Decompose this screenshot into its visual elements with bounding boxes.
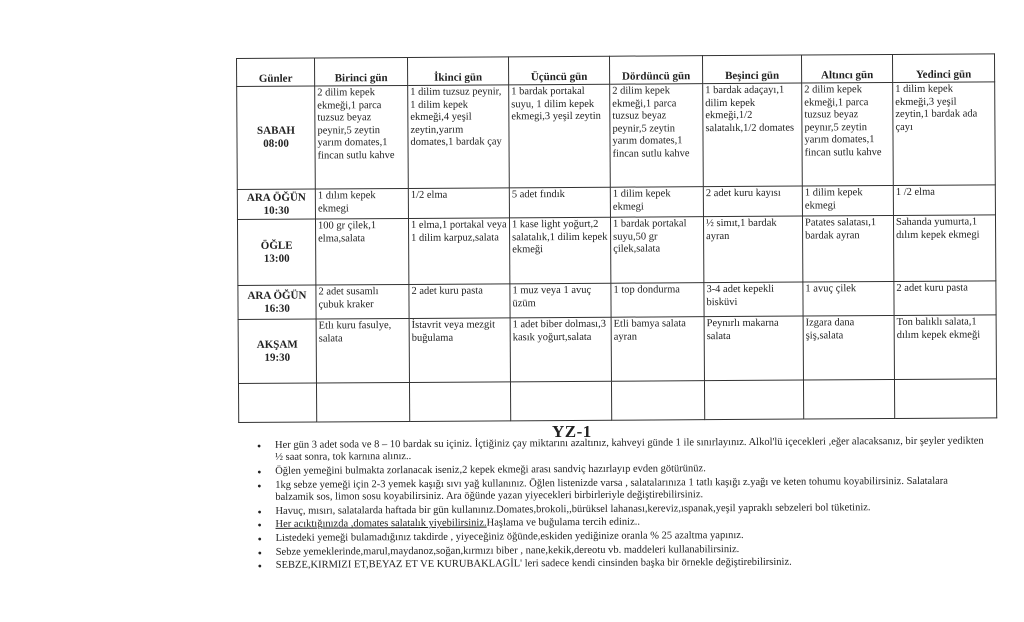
empty-row <box>238 379 996 423</box>
empty-cell <box>409 382 510 422</box>
meal-cell: 1 kase light yoğurt,2 salatalık,1 dilim kepek ekmeği <box>509 217 610 284</box>
meal-row-breakfast <box>237 82 996 190</box>
meal-label: ARA ÖĞÜN 10:30 <box>237 189 315 219</box>
note-item: • Öğlen yemeğini bulmakta zorlanacak iseniz,2 kepek ekmeği arası sandviç hazırlayıp evden götürünüz. <box>255 461 985 478</box>
meal-cell: 1 dilim kepek ekmegi <box>610 187 703 218</box>
meal-cell: Etlı kuru fasulye, salata <box>316 318 409 383</box>
meal-cell: 1 avuç çilek <box>803 281 894 316</box>
day-header: Beşinci gün <box>702 55 801 84</box>
day-header: Yedinci gün <box>892 54 994 83</box>
meal-cell: Ton balıklı salata,1 dılım kepek ekmeği <box>894 315 996 380</box>
meal-cell: ½ simıt,1 bardak ayran <box>703 216 802 283</box>
meal-cell: 100 gr çilek,1 elma,salata <box>315 218 408 285</box>
meal-cell: Patates salatası,1 bardak ayran <box>802 215 893 282</box>
meal-cell: 1 dılım kepek ekmegi <box>315 188 408 219</box>
meal-row-dinner <box>238 315 996 384</box>
empty-cell <box>238 383 316 422</box>
meal-cell: 1 dilim kepek ekmegi <box>802 185 893 216</box>
meal-cell: İstavrit veya mezgit buğulama <box>409 318 510 383</box>
day-header: İkinci gün <box>407 57 508 86</box>
meal-label: SABAH 08:00 <box>237 86 316 189</box>
meal-cell: 1 top dondurma <box>611 283 704 318</box>
note-item: • Sebze yemeklerinde,marul,maydanoz,soğan,kırmızı biber , nane,kekik,dereotu vb. maddeleri kullanabilirsiniz. <box>256 542 986 559</box>
meal-cell: 1 dilim kepek ekmeği,3 yeşil zeytin,1 bardak ada çayı <box>893 82 996 186</box>
meal-cell: 2 adet susamlı çubuk kraker <box>316 284 409 319</box>
day-header: Altıncı gün <box>801 54 892 83</box>
meal-cell: 2 adet kuru kayısı <box>703 186 802 217</box>
meal-row-lunch <box>237 215 995 286</box>
day-header: Birinci gün <box>315 57 408 86</box>
meal-cell: Izgara dana şiş,salata <box>803 315 894 380</box>
empty-cell <box>611 381 704 421</box>
meal-cell: 2 dilim kepek ekmeği,1 parca tuzsuz beyaz peynır,5 zeytin yarım domates,1 fincan sutlu kahve <box>802 82 894 186</box>
meal-cell: 1 dilim tuzsuz peynir, 1 dilim kepek ekmeği,4 yeşil zeytin,yarım domates,1 bardak çay <box>408 85 510 189</box>
meal-row-snack-afternoon <box>238 281 996 320</box>
meal-cell: 1 bardak portakal suyu, 1 dilim kepek ekmegi,3 yeşil zeytin <box>509 84 611 188</box>
note-item: • 1kg sebze yemeği için 2-3 yemek kaşığı sıvı yağ kullanınız. Öğlen listenizde varsa , salatalarınıza 1 tatlı kaşığı z.yağı ve keten tohumu koyabilirsiniz. Salatalara balzamik sos, limon sosu koyabilirsiniz. Ara öğünde yazan yiyecekleri birbirleriyle değiştirebilirsiniz. <box>255 475 985 504</box>
meal-cell: 1 muz veya 1 avuç üzüm <box>510 283 611 318</box>
diet-plan-table <box>236 53 997 423</box>
meal-row-snack-morning <box>237 185 995 220</box>
meal-cell: 1 elma,1 portakal veya 1 dilim karpuz,salata <box>408 218 509 285</box>
meal-cell: 5 adet fındık <box>509 187 610 218</box>
note-item: • Havuç, mısırı, salatalarda haftada bir gün kullanınız.Domates,brokoli,,bürüksel lahanası,kereviz,ıspanak,yeşil yapraklı sebzeleri bol tüketiniz. <box>255 501 985 518</box>
note-underlined-text: Her acıktığınızda ,domates salatalık yiyebilirsiniz. <box>275 517 487 531</box>
corner-header: Günler <box>237 58 315 86</box>
meal-cell: 2 adet kuru pasta <box>894 281 996 316</box>
empty-cell <box>894 379 996 419</box>
empty-cell <box>704 380 803 420</box>
document-title: YZ-1 <box>552 422 592 441</box>
meal-cell: 3-4 adet kepekli bisküvi <box>704 282 803 317</box>
meal-cell: 2 adet kuru pasta <box>409 284 510 319</box>
meal-cell: 2 dilim kepek ekmeği,1 parca tuzsuz beyaz peynir,5 zeytin yarım domates,1 fincan sutlu kahve <box>315 85 409 189</box>
meal-cell: 1 adet biber dolması,3 kasık yoğurt,salata <box>510 317 611 382</box>
notes-list <box>255 436 986 574</box>
meal-cell: Peynırlı makarna salata <box>704 316 803 381</box>
empty-cell <box>803 379 894 419</box>
meal-label: ARA ÖĞÜN 16:30 <box>238 285 316 319</box>
note-item: • Her gün 3 adet soda ve 8 – 10 bardak su içiniz. İçtiğiniz çay miktarını azaltınız, kahveyi günde 1 ile sınırlayınız. Alkol'lü içecekleri ,eğer alacaksanız, bir şeyler yedikten ½ saat sonra, tok karnına alınız.. <box>255 436 985 465</box>
meal-cell: Sahanda yumurta,1 dılım kepek ekmegi <box>893 215 995 282</box>
meal-cell: Etli bamya salata ayran <box>611 317 704 382</box>
note-text: Haşlama ve buğulama tercih ediniz.. <box>486 516 641 529</box>
day-header: Üçüncü gün <box>508 56 609 85</box>
meal-cell: 1 bardak adaçayı,1 dilim kepek ekmeği,1/2 salatalık,1/2 domates <box>703 83 803 187</box>
meal-cell: 2 dilim kepek ekmeği,1 parca tuzsuz beyaz peynir,5 zeytin yarım domates,1 fincan sutlu kahve <box>610 84 704 188</box>
empty-cell <box>316 382 409 422</box>
meal-label: ÖĞLE 13:00 <box>237 219 315 285</box>
day-header: Dördüncü gün <box>609 56 702 85</box>
note-item: • SEBZE,KIRMIZI ET,BEYAZ ET VE KURUBAKLAGİL' leri sadece kendi cinsinden başka bir örnekle değiştirebilirsiniz. <box>256 556 986 573</box>
note-item: • Listedeki yemeği bulamadığınız takdirde , yiyeceğiniz öğünde,eskiden yediğinize oranla % 25 azaltma yapınız. <box>256 528 986 545</box>
meal-cell: 1 bardak portakal suyu,50 gr çilek,salata <box>610 217 703 284</box>
meal-cell: 1 /2 elma <box>893 185 995 216</box>
meal-cell: 1/2 elma <box>408 188 509 219</box>
empty-cell <box>510 381 611 421</box>
meal-label: AKŞAM 19:30 <box>238 319 316 383</box>
